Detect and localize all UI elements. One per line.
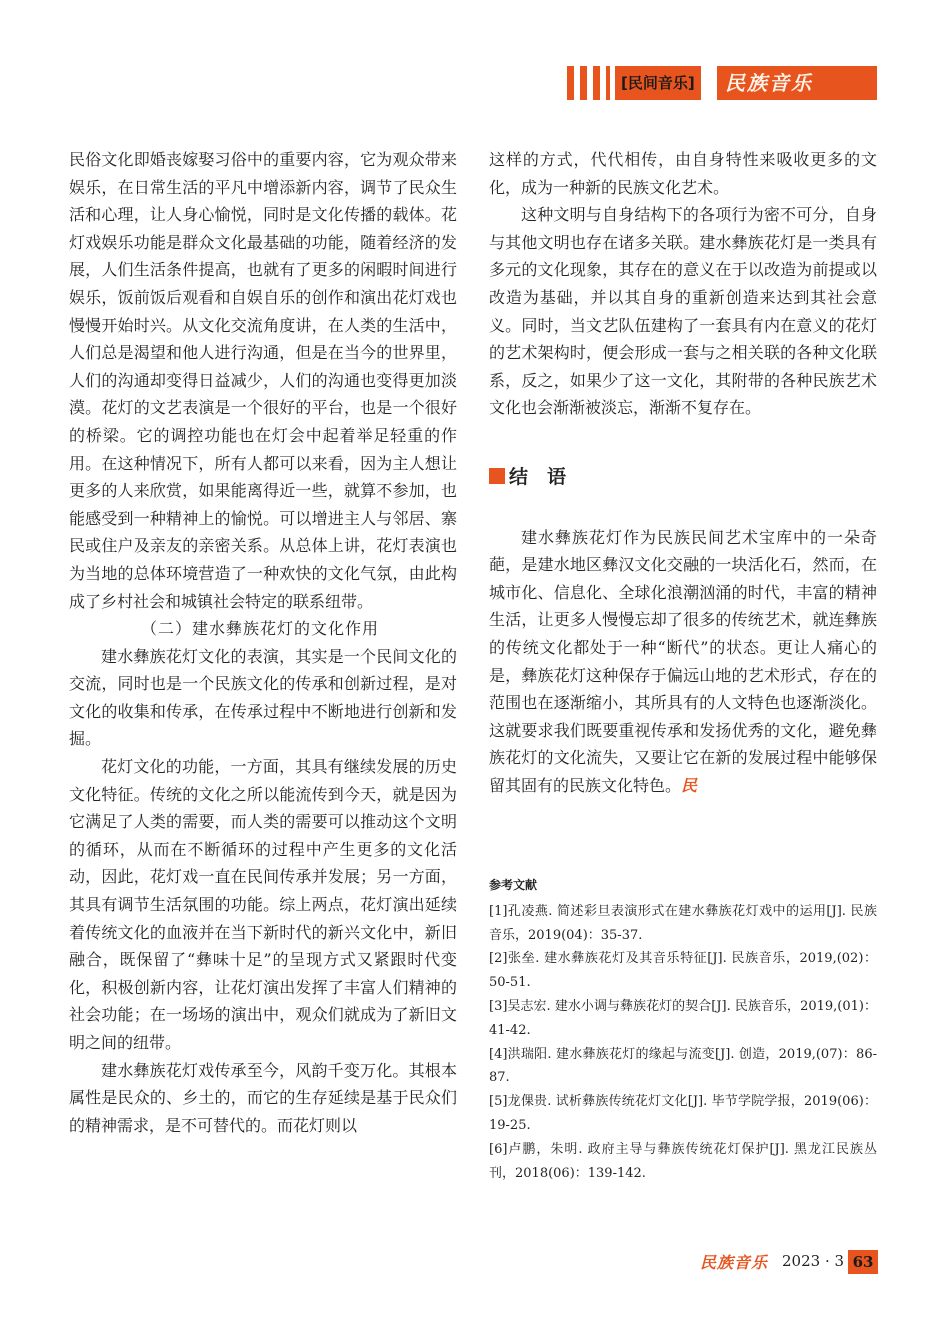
paragraph: 建水彝族花灯作为民族民间艺术宝库中的一朵奇葩，是建水地区彝汉文化交融的一块活化石，然而，在城市化、信息化、全球化浪潮汹涌的时代，丰富的精神生活，让更多人慢慢忘却了很多的传统艺术，就连彝族的传统文化都处于一种“断代”的状态。更让人痛心的是，彝族花灯这种保存于偏远山地的艺术形式，存在的范围也在逐渐缩小，其所具有的人文特色也逐渐淡化。这就要求我们既要重视传承和发扬优秀的文化，避免彝族花灯的文化流失，又要让它在新的发展过程中能够保留其固有的民族文化特色。民 xyxy=(489,527,877,795)
conclusion-heading: 结 语 xyxy=(489,464,877,492)
paragraph: 建水彝族花灯文化的表演，其实是一个民间文化的交流，同时也是一个民族文化的传承和创新过程，是对文化的收集和传承，在传承过程中不断地进行创新和发掘。 xyxy=(69,646,457,749)
left-column xyxy=(69,146,457,1139)
page-number: 63 xyxy=(848,1250,878,1274)
reference-item: [5]龙倮贵. 试析彝族传统花灯文化[J]. 毕节学院学报，2019(06)：19-25. xyxy=(489,1094,877,1133)
subheading: （二）建水彝族花灯的文化作用 xyxy=(141,619,380,639)
header-stripe xyxy=(567,66,574,100)
reference-item: [3]吴志宏. 建水小调与彝族花灯的契合[J]. 民族音乐，2019,(01)：41-42. xyxy=(489,998,877,1038)
reference-item: [4]洪瑞阳. 建水彝族花灯的缘起与流变[J]. 创造，2019,(07)：86-87. xyxy=(489,1046,877,1086)
references-title: 参考文献 xyxy=(489,878,538,892)
paragraph: 建水彝族花灯戏传承至今，风韵千变万化。其根本属性是民众的、乡土的，而它的生存延续是基于民众们的精神需求，是不可替代的。而花灯则以 xyxy=(69,1060,457,1135)
paragraph: 花灯文化的功能，一方面，其具有继续发展的历史文化特征。传统的文化之所以能流传到今天，就是因为它满足了人类的需要，而人类的需要可以推动这个文明的循环，从而在不断循环的过程中产生更多的文化活动，因此，花灯戏一直在民间传承并发展；另一方面，其具有调节生活氛围的功能。综上两点，花灯演出延续着传统文化的血液并在当下新时代的新兴文化中，新旧融合，既保留了“彝味十足”的呈现方式又紧跟时代变化，积极创新内容，让花灯演出发挥了丰富人们精神的社会功能；在一场场的演出中，观众们就成为了新旧文明之间的纽带。 xyxy=(69,757,457,1052)
section-header xyxy=(567,66,877,100)
end-mark-icon: 民 xyxy=(681,775,698,795)
right-column xyxy=(489,146,877,799)
paragraph: 民俗文化即婚丧嫁娶习俗中的重要内容，它为观众带来娱乐，在日常生活的平凡中增添新内容，调节了民众生活和心理，让人身心愉悦，同时是文化传播的载体。花灯戏娱乐功能是群众文化最基础的功能，随着经济的发展，人们生活条件提高，也就有了更多的闲暇时间进行娱乐，饭前饭后观看和自娱自乐的创作和演出花灯戏也慢慢开始时兴。从文化交流角度讲，在人类的生活中，人们总是渴望和他人进行沟通，但是在当今的世界里，人们的沟通却变得日益减少，人们的沟通也变得更加淡漠。花灯的文艺表演是一个很好的平台，也是一个很好的桥梁。它的调控功能也在灯会中起着举足轻重的作用。在这种情况下，所有人都可以来看，因为主人想让更多的人来欣赏，如果能离得近一些，就算不参加，也能感受到一种精神上的愉悦。可以增进主人与邻居、寨民或住户及亲友的亲密关系。从总体上讲，花灯表演也为当地的总体环境营造了一种欢快的文化气氛，由此构成了乡村社会和城镇社会特定的联系纽带。 xyxy=(69,150,457,611)
magazine-logo: 民族音乐 xyxy=(717,66,877,100)
header-stripe xyxy=(606,66,610,100)
footer-magazine-logo: 民族音乐 xyxy=(700,1253,769,1272)
issue-label: 2023 · 3 xyxy=(782,1252,845,1270)
header-stripe xyxy=(580,66,587,100)
reference-item: [6]卢鹏，朱明. 政府主导与彝族传统花灯保护[J]. 黑龙江民族丛刊，2018(06)：139-142. xyxy=(489,1141,877,1181)
paragraph: 这种文明与自身结构下的各项行为密不可分，自身与其他文明也存在诸多关联。建水彝族花灯是一类具有多元的文化现象，其存在的意义在于以改造为前提或以改造为基础，并以其自身的重新创造来达到其社会意义。同时，当文艺队伍建构了一套具有内在意义的花灯的艺术架构时，便会形成一套与之相关联的各种文化联系，反之，如果少了这一文化，其附带的各种民族艺术文化也会渐渐被淡忘，渐渐不复存在。 xyxy=(489,205,877,418)
header-stripe xyxy=(593,66,600,100)
paragraph: 这样的方式，代代相传，由自身特性来吸收更多的文化，成为一种新的民族文化艺术。 xyxy=(489,150,877,197)
section-tag: [民间音乐] xyxy=(615,66,701,100)
reference-item: [1]孔凌燕. 简述彩旦表演形式在建水彝族花灯戏中的运用[J]. 民族音乐，2019(04)：35-37. xyxy=(489,903,877,943)
reference-item: [2]张垒. 建水彝族花灯及其音乐特征[J]. 民族音乐，2019,(02)：50-51. xyxy=(489,951,877,991)
references xyxy=(489,874,877,1185)
heading-square-icon xyxy=(489,468,505,484)
